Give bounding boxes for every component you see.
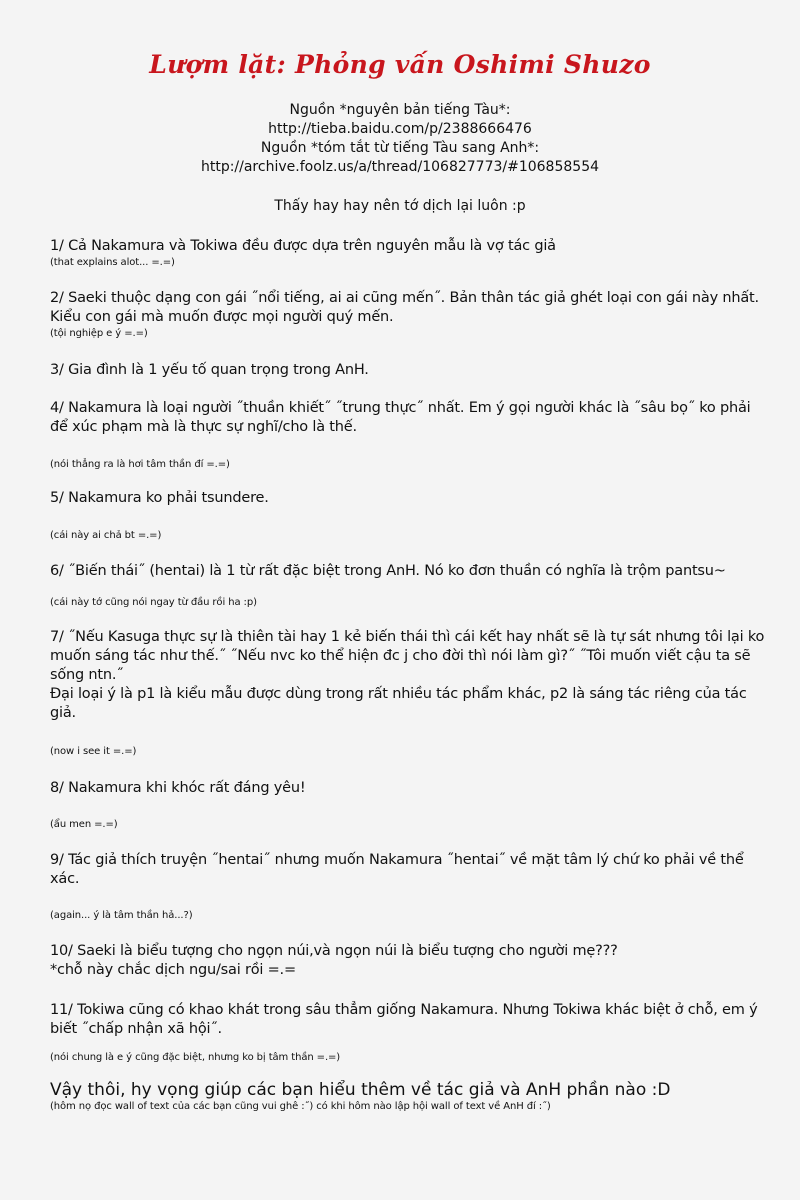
original-source-label: Nguồn *nguyên bản tiếng Tàu*: — [289, 102, 511, 118]
item-note: (ẩu men =.=) — [50, 819, 118, 830]
item-text: 10/ Saeki là biểu tượng cho ngọn núi,và ngọn núi là biểu tượng cho người mẹ??? — [50, 943, 618, 959]
item-text: 11/ Tokiwa cũng có khao khát trong sâu thẳm giống Nakamura. Nhưng Tokiwa khác biệt ở chỗ, em ý biết ˝chấp nhận xã hội˝. — [50, 1002, 758, 1037]
item-text: 3/ Gia đình là 1 yếu tố quan trọng trong AnH. — [50, 362, 369, 378]
list-item — [50, 289, 770, 340]
item-text: 1/ Cả Nakamura và Tokiwa đều được dựa trên nguyên mẫu là vợ tác giả — [50, 238, 556, 254]
list-item — [50, 237, 770, 269]
original-source-url: http://tieba.baidu.com/p/2388666476 — [268, 121, 532, 137]
item-note: (tội nghiệp e ý =.=) — [50, 328, 148, 339]
item-note: (that explains alot... =.=) — [50, 257, 175, 268]
item-note: (cái này tớ cũng nói ngay từ đầu rồi ha :p) — [50, 597, 257, 608]
summary-source-label: Nguồn *tóm tắt từ tiếng Tàu sang Anh*: — [260, 140, 540, 156]
list-item — [50, 1001, 770, 1039]
item-text: 9/ Tác giả thích truyện ˝hentai˝ nhưng muốn Nakamura ˝hentai˝ về mặt tâm lý chứ ko phải về thể xác. — [50, 852, 744, 887]
item-text-footnote: *chỗ này chắc dịch ngu/sai rồi =.= — [50, 962, 296, 978]
item-text: 4/ Nakamura là loại người ˝thuần khiết˝ ˝trung thực˝ nhất. Em ý gọi người khác là ˝sâu bọ˝ ko phải để xúc phạm mà là thực sự nghĩ/cho là thế. — [50, 400, 751, 435]
item-note: (now i see it =.=) — [50, 746, 137, 757]
item-text: 5/ Nakamura ko phải tsundere. — [50, 490, 269, 506]
item-note: (again... ý là tâm thần hả...?) — [50, 910, 193, 921]
list-item — [50, 942, 770, 980]
list-item — [50, 779, 770, 798]
item-text-explanation: Đại loại ý là p1 là kiểu mẫu được dùng trong rất nhiều tác phẩm khác, p2 là sáng tác riêng của tác giả. — [50, 686, 747, 721]
item-text: 6/ ˝Biến thái˝ (hentai) là 1 từ rất đặc biệt trong AnH. Nó ko đơn thuần có nghĩa là trộm pantsu~ — [50, 563, 726, 579]
list-item — [50, 361, 770, 380]
item-note: (cái này ai chả bt =.=) — [50, 530, 162, 541]
closing-text: Vậy thôi, hy vọng giúp các bạn hiểu thêm về tác giả và AnH phần nào :D — [50, 1080, 671, 1100]
intro-text: Thấy hay hay nên tớ dịch lại luôn :p — [274, 198, 526, 214]
item-text: 8/ Nakamura khi khóc rất đáng yêu! — [50, 780, 306, 796]
list-item — [50, 628, 770, 723]
closing-block — [50, 1080, 770, 1113]
item-note: (nói chung là e ý cũng đặc biệt, nhưng ko bị tâm thần =.=) — [50, 1052, 341, 1063]
item-text: 2/ Saeki thuộc dạng con gái ˝nổi tiếng, ai ai cũng mến˝. Bản thân tác giả ghét loại con gái này nhất. Kiểu con gái mà muốn được mọi người quý mến. — [50, 290, 759, 325]
list-item — [50, 489, 770, 508]
item-note: (nói thẳng ra là hơi tâm thần đí =.=) — [50, 459, 230, 470]
summary-source-url: http://archive.foolz.us/a/thread/106827773/#106858554 — [200, 159, 600, 175]
closing-note: (hôm nọ đọc wall of text của các bạn cũng vui ghê :˝) có khi hôm nào lập hội wall of text về AnH đí :˝) — [50, 1101, 551, 1112]
page-title: Lượm lặt: Phỏng vấn Oshimi Shuzo — [149, 50, 651, 79]
list-item — [50, 562, 770, 581]
list-item — [50, 399, 770, 437]
sources-block — [0, 101, 800, 177]
item-text: 7/ ˝Nếu Kasuga thực sự là thiên tài hay 1 kẻ biến thái thì cái kết hay nhất sẽ là tự sát nhưng tôi lại ko muốn sáng tác như thế.˝ ˝Nếu nvc ko thể hiện đc j cho đời thì nói làm gì?˝ ˝Tôi muốn viết cậu ta sẽ sống ntn.˝ — [50, 629, 765, 683]
list-item — [50, 851, 770, 889]
